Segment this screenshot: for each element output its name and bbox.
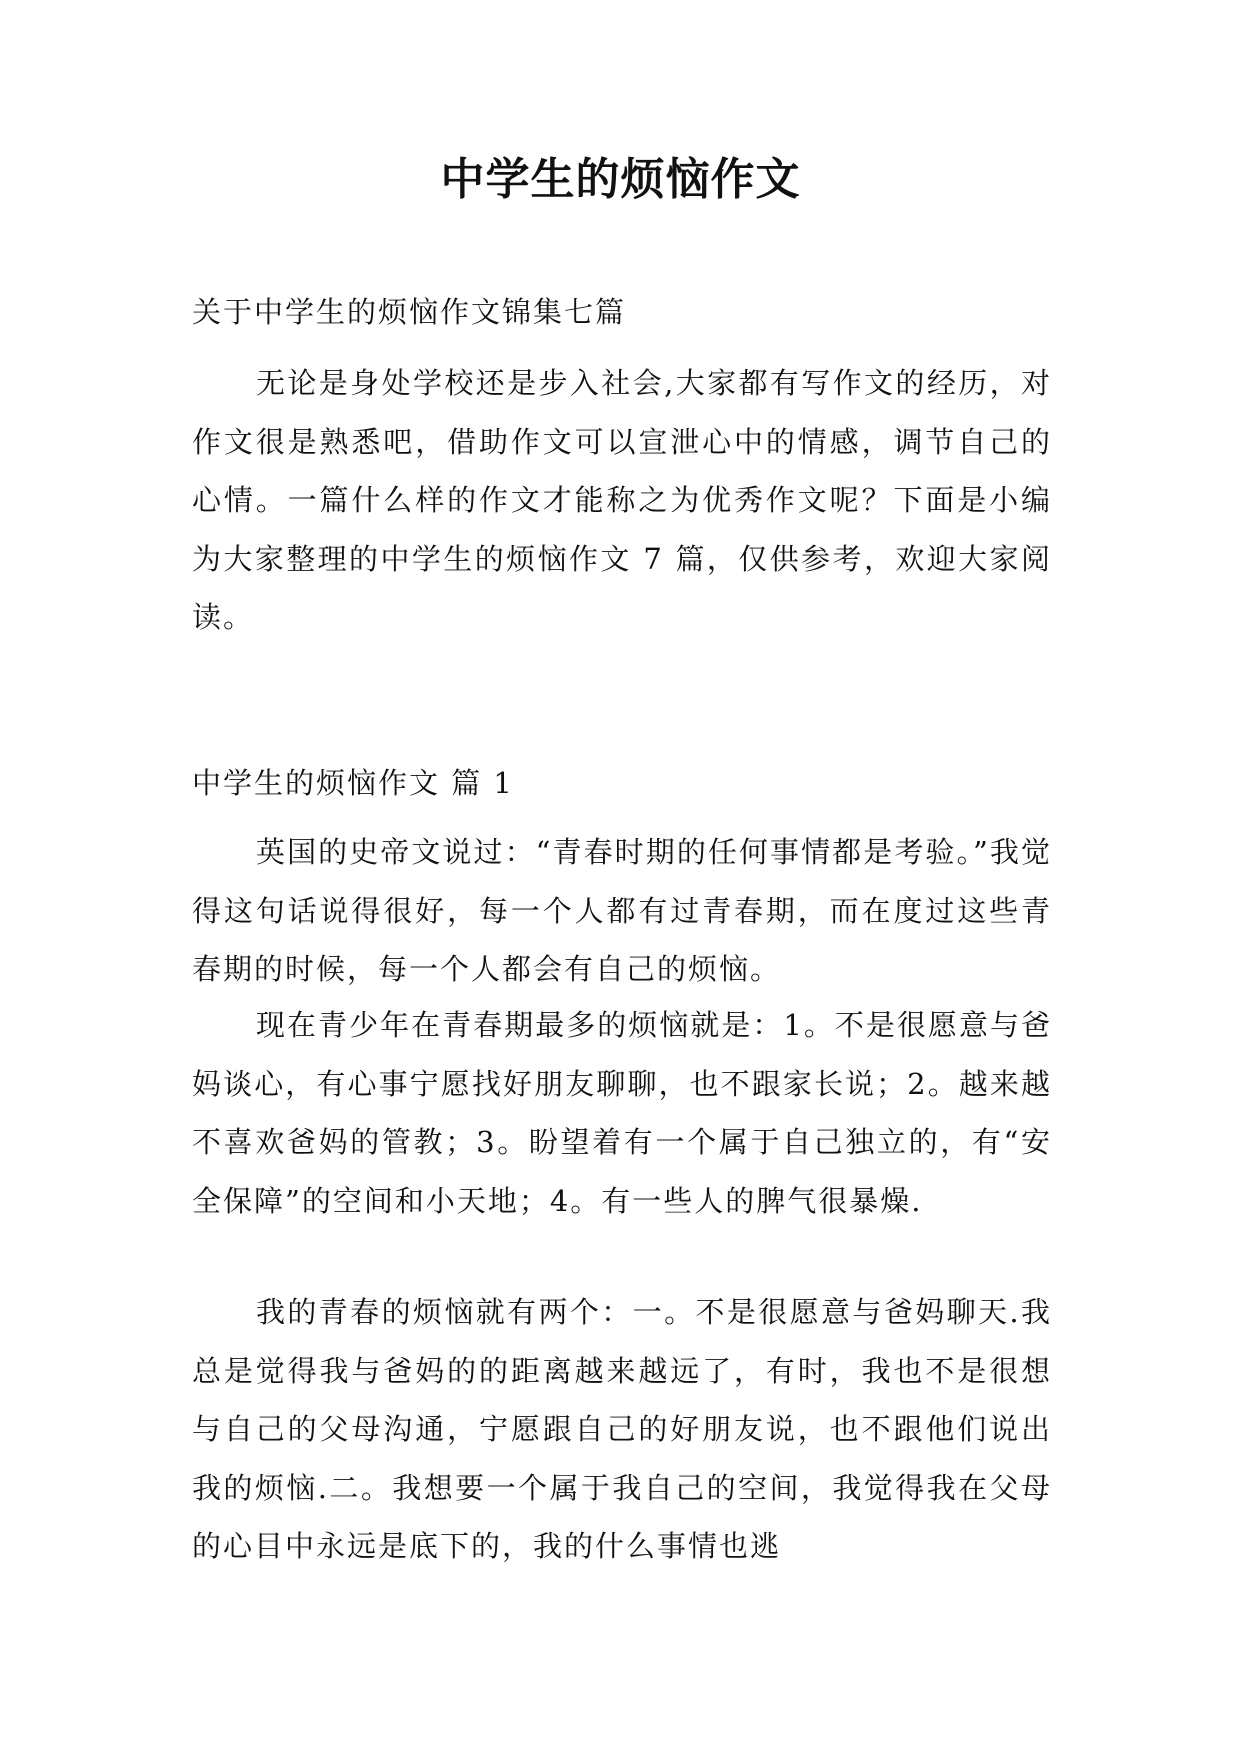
intro-paragraph: 无论是身处学校还是步入社会,大家都有写作文的经历，对作文很是熟悉吧，借助作文可以宣泄心中的情感，调节自己的心情。一篇什么样的作文才能称之为优秀作文呢？下面是小编为大家整理的中学生的烦恼作文 7 篇，仅供参考，欢迎大家阅读。	[192, 366, 1052, 634]
body-paragraph-3: 我的青春的烦恼就有两个：一。不是很愿意与爸妈聊天.我总是觉得我与爸妈的的距离越来越远了，有时，我也不是很想与自己的父母沟通，宁愿跟自己的好朋友说，也不跟他们说出我的烦恼.二。我想要一个属于我自己的空间，我觉得我在父母的心目中永远是底下的，我的什么事情也逃	[192, 1295, 1052, 1563]
body-paragraph-1: 英国的史帝文说过：“青春时期的任何事情都是考验。”我觉得这句话说得很好，每一个人都有过青春期，而在度过这些青春期的时候，每一个人都会有自己的烦恼。	[192, 835, 1052, 986]
document-title: 中学生的烦恼作文	[440, 154, 801, 205]
body-paragraph-2: 现在青少年在青春期最多的烦恼就是：1。不是很愿意与爸妈谈心，有心事宁愿找好朋友聊聊，也不跟家长说；2。越来越不喜欢爸妈的管教；3。盼望着有一个属于自己独立的，有“安全保障”的空间和小天地；4。有一些人的脾气很暴燥.	[192, 1008, 1052, 1218]
section-heading: 中学生的烦恼作文 篇 1	[192, 766, 514, 800]
document-subtitle: 关于中学生的烦恼作文锦集七篇	[192, 295, 627, 329]
